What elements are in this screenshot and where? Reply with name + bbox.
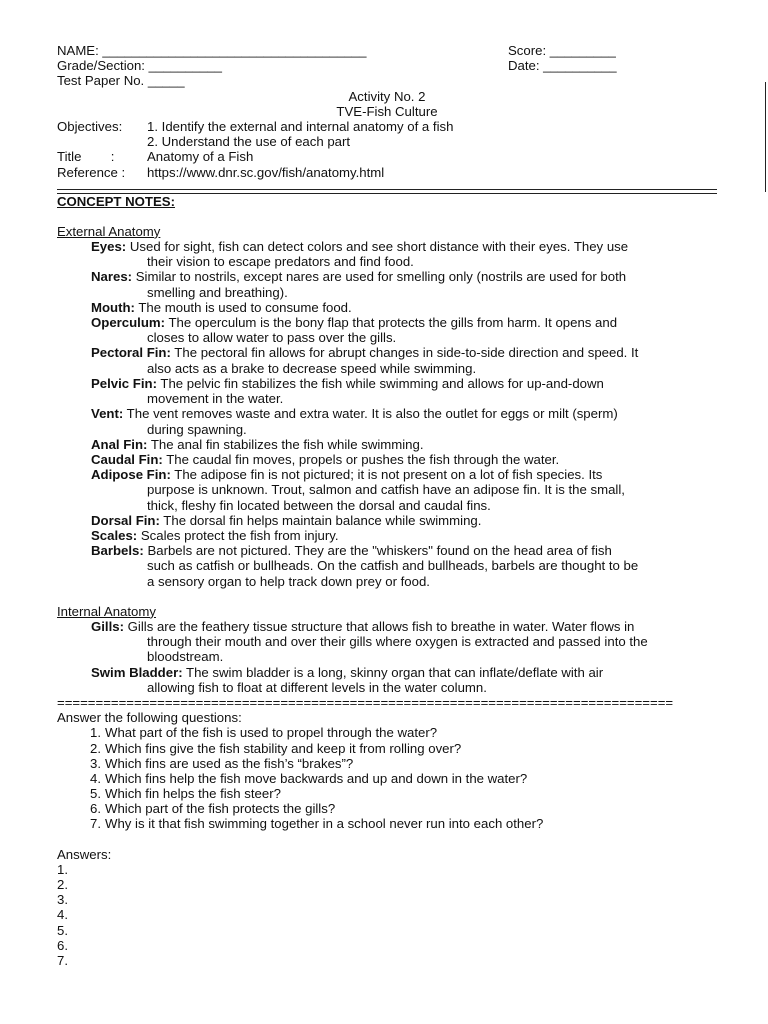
term-description: The caudal fin moves, propels or pushes the fish through the water. [162, 451, 560, 467]
term-description-continued: movement in the water. [147, 391, 284, 407]
term-description: The adipose fin is not pictured; it is not present on a lot of fish species. Its [170, 467, 603, 483]
term-description-continued: such as catfish or bullheads. On the catfish and bullheads, barbels are thought to be [147, 558, 639, 574]
name-row [57, 43, 717, 58]
term-description-continued: a sensory organ to help track down prey or food. [147, 573, 430, 589]
term-entry [91, 452, 717, 467]
question-text: Which part of the fish protects the gills? [105, 801, 336, 817]
question-text: Which fin helps the fish steer? [105, 786, 281, 802]
objectives-row [57, 119, 717, 134]
reference-row [57, 165, 717, 180]
term-name: Caudal Fin: [91, 451, 163, 467]
question-item [57, 771, 717, 786]
reference-link[interactable]: https://www.dnr.sc.gov/fish/anatomy.html [147, 164, 385, 180]
term-description: The operculum is the bony flap that protects the gills from harm. It opens and [165, 315, 618, 331]
term-name: Swim Bladder: [91, 664, 183, 680]
term-name: Pelvic Fin: [91, 375, 157, 391]
term-name: Operculum: [91, 315, 166, 331]
external-anatomy-list [57, 239, 717, 589]
subject-title: TVE-Fish Culture [336, 103, 438, 119]
term-description: The swim bladder is a long, skinny organ that can inflate/deflate with air [182, 664, 604, 680]
term-entry [91, 315, 717, 345]
reference-label: Reference : [57, 164, 126, 180]
answers-label: Answers: [57, 846, 112, 862]
term-description: The pectoral fin allows for abrupt changes in side-to-side direction and speed. It [170, 345, 639, 361]
term-entry [91, 665, 717, 695]
term-entry [91, 543, 717, 589]
term-description-continued: also acts as a brake to decrease speed while swimming. [147, 360, 477, 376]
term-description-continued: during spawning. [147, 421, 247, 437]
questions-intro: Answer the following questions: [57, 710, 242, 726]
question-item [57, 725, 717, 740]
term-description: Used for sight, fish can detect colors and see short distance with their eyes. They use [126, 239, 629, 255]
term-description-continued: through their mouth and over their gills where oxygen is extracted and passed into the [147, 634, 648, 650]
term-name: Adipose Fin: [91, 467, 171, 483]
grade-row [57, 58, 717, 73]
term-name: Dorsal Fin: [91, 512, 160, 528]
term-name: Gills: [91, 618, 124, 634]
term-entry [91, 528, 717, 543]
term-description: The mouth is used to consume food. [134, 299, 352, 315]
term-description: Barbels are not pictured. They are the "whiskers" found on the head area of fish [143, 543, 612, 559]
term-name: Mouth: [91, 299, 135, 315]
question-item [57, 786, 717, 801]
term-description-continued: smelling and breathing). [147, 284, 288, 300]
question-list [57, 725, 717, 831]
question-number: 6. [90, 801, 101, 817]
answer-list [57, 862, 717, 968]
term-description-continued: their vision to escape predators and find food. [147, 254, 414, 270]
term-description-continued: closes to allow water to pass over the gills. [147, 330, 397, 346]
internal-anatomy-list [57, 619, 717, 695]
term-name: Pectoral Fin: [91, 345, 171, 361]
term-entry [91, 619, 717, 665]
title-value: Anatomy of a Fish [147, 149, 254, 165]
term-description: The anal fin stabilizes the fish while swimming. [147, 436, 424, 452]
term-name: Nares: [91, 269, 133, 285]
name-field[interactable]: NAME: ____________________________________ [57, 43, 367, 58]
question-number: 4. [90, 770, 101, 786]
term-entry [91, 269, 717, 299]
external-anatomy-heading: External Anatomy [57, 223, 161, 239]
question-text: Which fins give the fish stability and keep it from rolling over? [105, 740, 462, 756]
objective-1: 1. Identify the external and internal anatomy of a fish [147, 118, 454, 134]
question-item [57, 741, 717, 756]
question-number: 3. [90, 755, 101, 771]
test-paper-row [57, 73, 717, 88]
answer-line[interactable]: 4. [57, 907, 68, 923]
term-description-continued: purpose is unknown. Trout, salmon and catfish have an adipose fin. It is the small, [147, 482, 625, 498]
term-name: Scales: [91, 527, 138, 543]
separator-line: ================================================================================ [57, 694, 674, 710]
objective-2: 2. Understand the use of each part [147, 134, 351, 150]
question-number: 5. [90, 786, 101, 802]
question-item [57, 756, 717, 771]
term-description: Scales protect the fish from injury. [137, 527, 339, 543]
term-name: Anal Fin: [91, 436, 148, 452]
term-description: The pelvic fin stabilizes the fish while swimming and allows for up-and-down [156, 375, 604, 391]
question-number: 1. [90, 725, 101, 741]
score-field[interactable]: Score: _________ [508, 43, 616, 58]
answer-line[interactable]: 5. [57, 922, 68, 938]
activity-title: Activity No. 2 [348, 88, 426, 104]
term-entry [91, 239, 717, 269]
term-entry [91, 406, 717, 436]
term-description: The vent removes waste and extra water. It is also the outlet for eggs or milt (sperm) [123, 406, 618, 422]
term-description-continued: thick, fleshy fin located between the dorsal and caudal fins. [147, 497, 491, 513]
answer-line[interactable]: 3. [57, 892, 68, 908]
worksheet [57, 43, 717, 968]
answer-line[interactable]: 7. [57, 952, 68, 968]
question-number: 7. [90, 816, 101, 832]
term-name: Barbels: [91, 543, 144, 559]
term-entry [91, 376, 717, 406]
grade-section-field[interactable]: Grade/Section: __________ [57, 58, 222, 74]
term-entry [91, 300, 717, 315]
test-paper-field[interactable]: Test Paper No. _____ [57, 73, 185, 89]
date-field[interactable]: Date: __________ [508, 58, 617, 74]
question-text: Which fins help the fish move backwards and up and down in the water? [105, 770, 528, 786]
question-number: 2. [90, 740, 101, 756]
objectives-label: Objectives: [57, 118, 123, 134]
question-item [57, 801, 717, 816]
question-text: Which fins are used as the fish’s “brakes”? [105, 755, 354, 771]
term-entry [91, 467, 717, 513]
internal-anatomy-heading: Internal Anatomy [57, 603, 156, 619]
term-description-continued: bloodstream. [147, 649, 224, 665]
title-label: Title : [57, 149, 115, 165]
answer-line[interactable]: 1. [57, 861, 68, 877]
question-text: What part of the fish is used to propel through the water? [105, 725, 438, 741]
term-entry [91, 513, 717, 528]
term-description-continued: allowing fish to float at different levels in the water column. [147, 679, 487, 695]
term-entry [91, 437, 717, 452]
term-description: The dorsal fin helps maintain balance while swimming. [159, 512, 482, 528]
term-description: Gills are the feathery tissue structure that allows fish to breathe in water. Water flows in [123, 618, 635, 634]
term-entry [91, 345, 717, 375]
term-name: Vent: [91, 406, 124, 422]
title-row [57, 149, 717, 164]
term-description: Similar to nostrils, except nares are used for smelling only (nostrils are used for both [132, 269, 627, 285]
question-item [57, 816, 717, 831]
margin-rule [765, 82, 766, 192]
answer-line[interactable]: 2. [57, 877, 68, 892]
term-name: Eyes: [91, 239, 127, 255]
answer-line[interactable]: 6. [57, 937, 68, 953]
question-text: Why is it that fish swimming together in a school never run into each other? [105, 816, 544, 832]
concept-notes-heading: CONCEPT NOTES: [57, 193, 175, 209]
